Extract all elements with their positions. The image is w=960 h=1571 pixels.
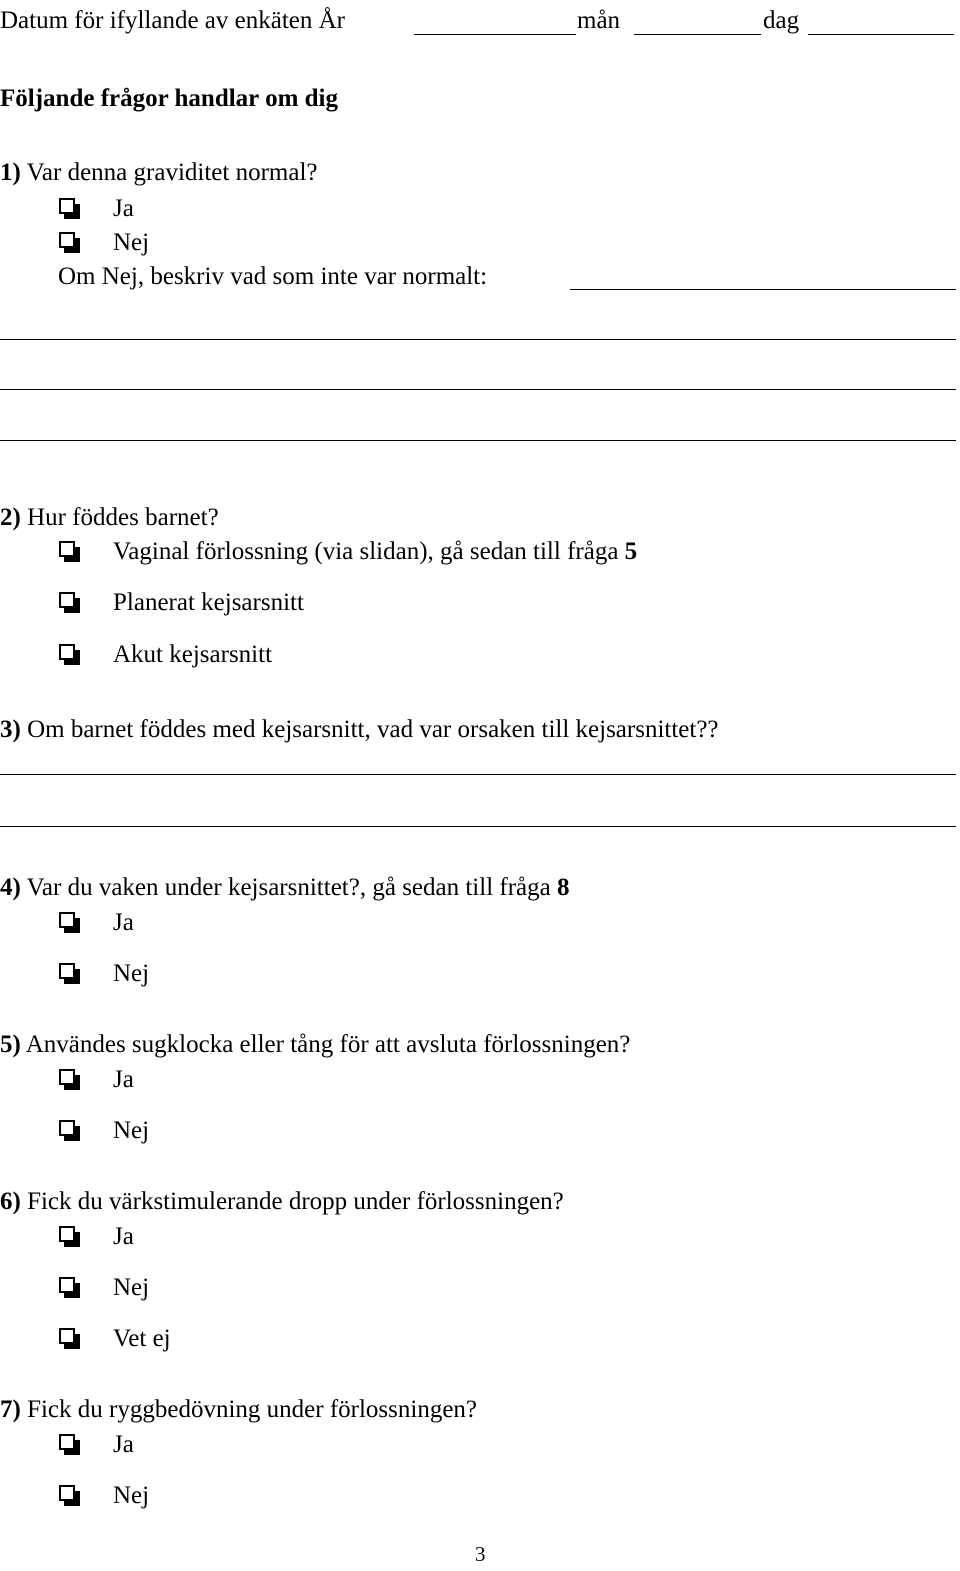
q3-answer-line[interactable]: [0, 826, 956, 827]
checkbox-q4-nej[interactable]: [59, 963, 75, 979]
option-label: Ja: [113, 1223, 134, 1250]
checkbox-q2-vaginal[interactable]: [59, 541, 75, 557]
month-field[interactable]: [634, 34, 761, 35]
option-label: Nej: [113, 960, 150, 987]
checkbox-q1-nej[interactable]: [59, 232, 75, 248]
question-text: Användes sugklocka eller tång för att avsluta förlossningen?: [20, 1031, 631, 1058]
question-number: 3): [0, 716, 21, 743]
question-5: [0, 1032, 630, 1057]
day-field[interactable]: [808, 34, 954, 35]
checkbox-q6-ja[interactable]: [59, 1226, 75, 1242]
question-4: [0, 875, 570, 900]
option-label-row: [113, 539, 637, 564]
checkbox-q7-nej[interactable]: [59, 1485, 75, 1501]
option-label: Ja: [113, 195, 134, 222]
checkbox-q1-ja[interactable]: [59, 198, 75, 214]
q1-answer-line[interactable]: [0, 339, 956, 340]
question-2: [0, 505, 219, 530]
question-7: [0, 1397, 477, 1422]
question-text: Om barnet föddes med kejsarsnitt, vad var orsaken till kejsarsnittet??: [20, 716, 719, 743]
checkbox-q2-planerat[interactable]: [59, 592, 75, 608]
question-text: Hur föddes barnet?: [20, 504, 219, 531]
option-label: Ja: [113, 1066, 134, 1093]
question-text: Var denna graviditet normal?: [20, 159, 318, 186]
date-label: Datum för ifyllande av enkäten År: [0, 7, 346, 34]
option-label: Nej: [113, 1117, 150, 1144]
checkbox-q2-akut[interactable]: [59, 644, 75, 660]
question-1: [0, 160, 317, 185]
section-title: Följande frågor handlar om dig: [0, 85, 338, 112]
option-label: Ja: [113, 909, 134, 936]
day-label: dag: [763, 7, 800, 34]
q1-followup-label: Om Nej, beskriv vad som inte var normalt:: [58, 263, 488, 290]
question-number: 7): [0, 1396, 21, 1423]
question-text: Var du vaken under kejsarsnittet?, gå sedan till fråga: [20, 874, 557, 901]
checkbox-q6-vet-ej[interactable]: [59, 1328, 75, 1344]
option-label: Ja: [113, 1431, 134, 1458]
option-label: Planerat kejsarsnitt: [113, 589, 304, 616]
checkbox-q6-nej[interactable]: [59, 1277, 75, 1293]
option-label: Nej: [113, 1482, 150, 1509]
question-3: [0, 717, 719, 742]
goto-number: 5: [624, 538, 638, 565]
question-number: 1): [0, 159, 21, 186]
option-label: Vaginal förlossning (via slidan), gå sedan till fråga: [113, 538, 625, 565]
goto-number: 8: [557, 874, 570, 901]
year-field[interactable]: [414, 34, 576, 35]
month-label: mån: [577, 7, 621, 34]
q1-answer-line[interactable]: [0, 440, 956, 441]
question-number: 6): [0, 1188, 21, 1215]
page-number: 3: [475, 1542, 486, 1566]
checkbox-q4-ja[interactable]: [59, 912, 75, 928]
checkbox-q5-nej[interactable]: [59, 1120, 75, 1136]
q3-answer-line[interactable]: [0, 774, 956, 775]
option-label: Akut kejsarsnitt: [113, 641, 273, 668]
date-row: [0, 8, 345, 33]
question-text: Fick du ryggbedövning under förlossningen?: [20, 1396, 478, 1423]
q1-answer-line[interactable]: [0, 389, 956, 390]
question-number: 4): [0, 874, 21, 901]
option-label: Nej: [113, 229, 150, 256]
question-number: 5): [0, 1031, 21, 1058]
option-label: Nej: [113, 1274, 150, 1301]
checkbox-q5-ja[interactable]: [59, 1069, 75, 1085]
question-6: [0, 1189, 564, 1214]
question-text: Fick du värkstimulerande dropp under förlossningen?: [20, 1188, 564, 1215]
question-number: 2): [0, 504, 21, 531]
q1-answer-line[interactable]: [570, 289, 956, 290]
option-label: Vet ej: [113, 1325, 171, 1352]
checkbox-q7-ja[interactable]: [59, 1434, 75, 1450]
